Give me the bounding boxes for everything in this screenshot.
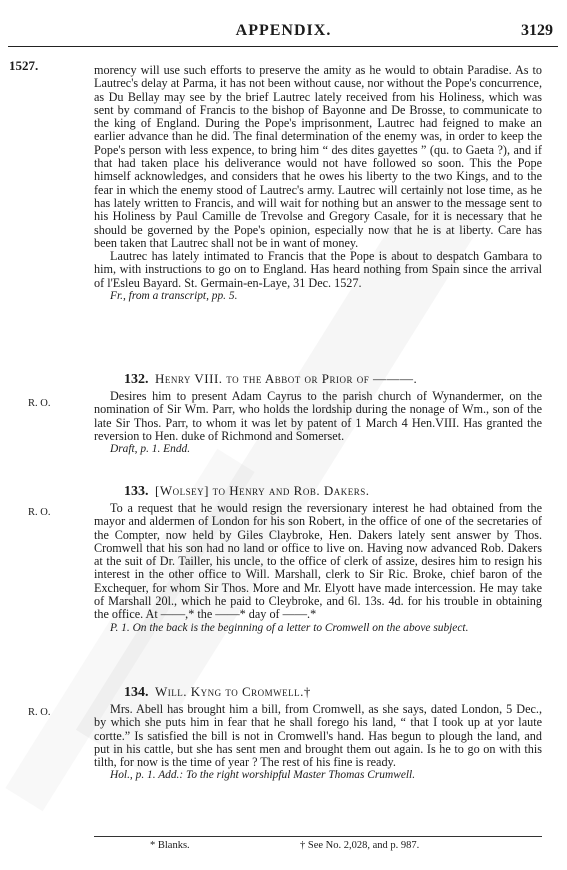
footnote-dagger: † See No. 2,028, and p. 987. [300,840,420,851]
entry-134-source: Hol., p. 1. Add.: To the right worshipful Master Thomas Crumwell. [110,769,416,782]
entry-131-source: Fr., from a transcript, pp. 5. [110,290,238,303]
footnote-rule [94,836,542,837]
entry-134-text [94,703,542,783]
entry-133-body: To a request that he would resign the reversionary interest he had obtained from the mayor and aldermen of London for his son Robert, in the office of one of the secretaries of the Compter, now held by Giles Claybroke, Hen. Dakers lately sent answer by Thos. Cromwell that his son had no land or office to live on. Having now advanced Rob. Dakers at the suit of Dr. Tailler, his uncle, to the office of clerk of assize, desires him to resign his interest in the other office to Will. Marshall, clerk to Sir Ric. Broke, chief baron of the Exchequer, for whom Sir Thos. More and Mr. Elyott have made intercession. He may take of Marshall 20l., which he paid to Cleybroke, and 6l. 13s. 4d. for his trouble in obtaining the office. At ——,* the ——* day of ——.* [94,501,542,622]
page-header [0,22,567,42]
running-title: APPENDIX. [235,22,332,39]
entry-131-continuation [94,64,542,303]
entry-132-source: Draft, p. 1. Endd. [110,443,191,456]
year-marker: 1527. [9,58,39,73]
entry-134-body: Mrs. Abell has brought him a bill, from Cromwell, as she says, dated London, 5 Dec., by which she puts him in fear that he shall forego his land, “ that I took up at yor laute cortte.” Is satisfied the bill is not in Cromwell's hand. Has begun to plough the land, and put in his cattle, but she has sent men and brought them out again. Is he to go on with this tilth, for now is the time of year ? The rest of his fine is ready. [94,702,542,770]
entry-134-heading: Will. Kyng to Cromwell.† [155,684,311,699]
entry-133-heading: [Wolsey] to Henry and Rob. Dakers. [155,483,370,498]
entry-133-number: 133. [124,484,149,499]
entry-131-paragraph-1: morency will use such efforts to preserve the amity as he would to obtain Paradise. As to Lautrec's delay at Parma, it has not been without cause, nor without the Pope's concurrence, as Du Bellay may see by the brief Lautrec lately received from his Holiness, which was sent by command of Francis to the bishop of Bayonne and De Brosse, to communicate to the king of England. During the Pope's imprisonment, Lautrec had feigned to make an earlier advance than he did. The final determination of the enemy was, in order to keep the Pope's person with less expence, to bring him “ des dites gayettes ” (qu. to Gaeta ?), and if that had taken place his deliverance would not have followed so soon. This the Pope himself acknowledges, and considers that he owes his liberty to the two Kings, and to the fear in which the enemy stood of Lautrec's army. Lautrec will certainly not lose time, as he has lately written to Francis, and will wait for nothing but an answer to the message sent to his Holiness by Paul Camille de Trevolse and Gregory Casale, for it is necessary that he should be governed by the Pope's opinion, especially now that he is at liberty. Care has been taken that Lautrec shall not be in want of money. [94,63,542,250]
entry-132-text [94,390,542,456]
entry-133-text [94,502,542,635]
entry-134-heading-line [124,684,542,700]
footnote-blanks: * Blanks. [150,840,190,851]
entry-132-heading: Henry VIII. to the Abbot or Prior of ———. [155,371,418,386]
entry-132-body: Desires him to present Adam Cayrus to the parish church of Wynandermer, on the nomination of Sir Wm. Parr, who holds the lordship during the nonage of Wm., son of the late Sir Thos. Parr, to whom it was let by patent of 1 March 4 Hen.VIII. Has granted the reversion to Hen. duke of Richmond and Somerset. [94,389,542,443]
entry-133-source: P. 1. On the back is the beginning of a letter to Cromwell on the above subject. [110,621,469,634]
entry-134-margin: R. O. [28,707,51,718]
entry-131-paragraph-2: Lautrec has lately intimated to Francis that the Pope is about to despatch Gambara to him, with instructions to go on to England. Has heard nothing from Spain since the arrival of l'Esleu Bayard. St. Germain-en-Laye, 31 Dec. 1527. [94,249,542,290]
entry-134-number: 134. [124,685,149,700]
entry-132-margin: R. O. [28,398,51,409]
entry-132-heading-line [124,371,542,387]
entry-132-number: 132. [124,372,149,387]
header-rule [8,46,558,47]
page-number: 3129 [521,22,553,39]
entry-133-heading-line [124,483,542,499]
entry-133-margin: R. O. [28,507,51,518]
